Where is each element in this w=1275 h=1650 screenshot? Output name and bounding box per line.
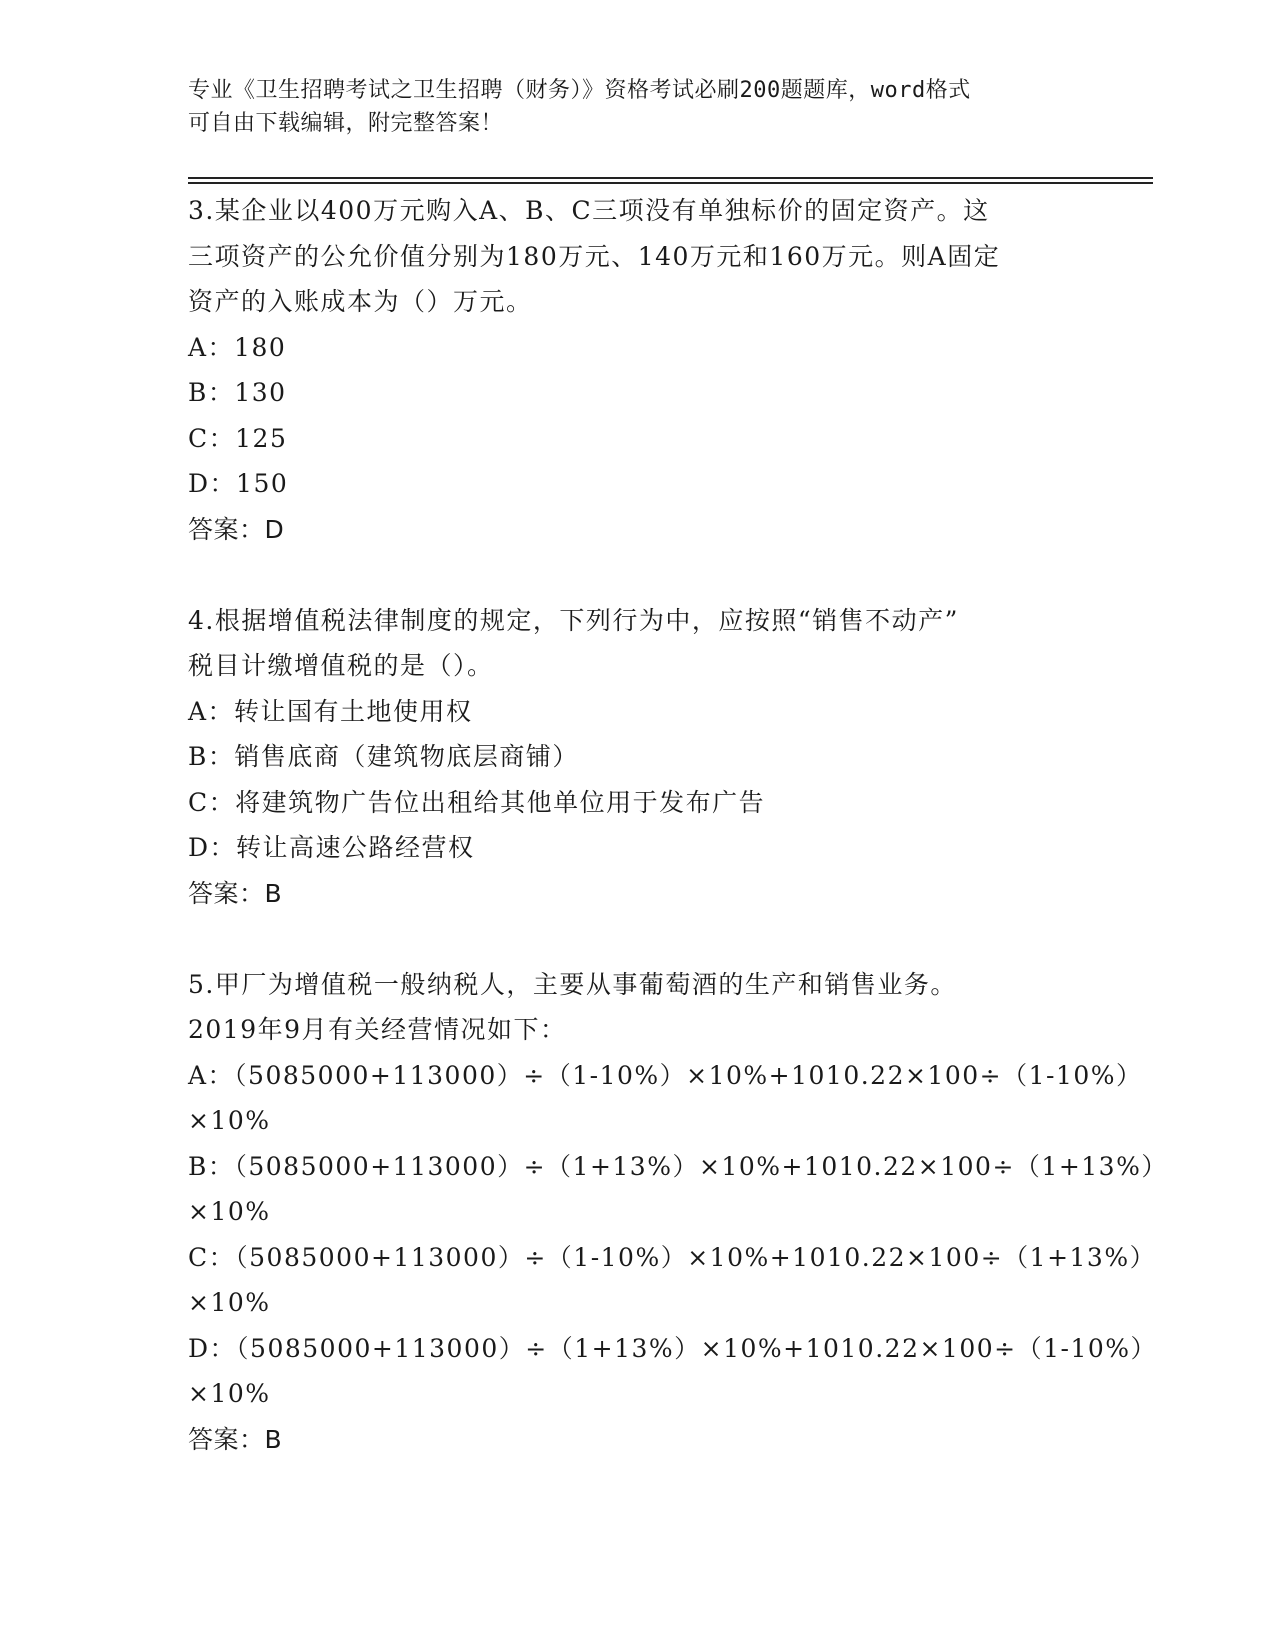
question-4-option-b: B：销售底商（建筑物底层商铺） — [188, 742, 579, 771]
question-4-option-c: C：将建筑物广告位出租给其他单位用于发布广告 — [188, 787, 766, 817]
question-4-stem-line-2: 税目计缴增值税的是（）。 — [188, 651, 494, 680]
question-5-option-d-cont: ×10% — [188, 1379, 271, 1408]
question-4-option-d: D：转让高速公路经营权 — [188, 833, 475, 862]
header-divider-bottom — [188, 182, 1153, 184]
question-spacer — [188, 552, 1088, 598]
question-5-option-b: B：（5085000+113000）÷（1+13%）×10%+1010.22×100÷（1+13%） — [188, 1151, 1168, 1181]
question-5 — [188, 962, 1168, 1463]
question-5-stem-line-2: 2019年9月有关经营情况如下： — [188, 1015, 567, 1044]
question-spacer — [188, 916, 1088, 962]
question-5-option-c-cont: ×10% — [188, 1288, 271, 1317]
question-3-stem-line-2: 三项资产的公允价值分别为180万元、140万元和160万元。则A固定 — [188, 241, 1001, 271]
header-line-1: 专业《卫生招聘考试之卫生招聘（财务）》资格考试必刷200题题库，word格式 — [188, 78, 971, 103]
question-4-option-a: A：转让国有土地使用权 — [188, 696, 473, 726]
question-4 — [188, 598, 1088, 917]
question-3-option-c: C：125 — [188, 423, 288, 453]
question-3-option-d: D：150 — [188, 469, 289, 498]
question-3-option-a: A：180 — [188, 332, 287, 362]
question-5-option-b-cont: ×10% — [188, 1197, 271, 1226]
question-5-option-d: D：（5085000+113000）÷（1+13%）×10%+1010.22×100÷（1-10%） — [188, 1333, 1158, 1363]
question-5-stem-line-1: 5.甲厂为增值税一般纳税人，主要从事葡萄酒的生产和销售业务。 — [188, 969, 957, 999]
question-5-answer: 答案：B — [188, 1424, 283, 1454]
question-3-answer: 答案：D — [188, 514, 285, 544]
question-5-option-a: A：（5085000+113000）÷（1-10%）×10%+1010.22×100÷（1-10%） — [188, 1060, 1143, 1090]
document-header — [188, 74, 1068, 140]
header-divider-top — [188, 177, 1153, 179]
question-3-stem-line-3: 资产的入账成本为（）万元。 — [188, 287, 533, 316]
question-3-stem-line-1: 3.某企业以400万元购入A、B、C三项没有单独标价的固定资产。这 — [188, 196, 990, 225]
question-3 — [188, 188, 1088, 552]
question-3-option-b: B：130 — [188, 378, 287, 407]
question-list — [188, 188, 1168, 1462]
question-5-option-c: C：（5085000+113000）÷（1-10%）×10%+1010.22×100÷（1+13%） — [188, 1242, 1157, 1272]
question-5-option-a-cont: ×10% — [188, 1106, 271, 1135]
question-4-stem-line-1: 4.根据增值税法律制度的规定，下列行为中，应按照“销售不动产” — [188, 605, 959, 635]
question-4-answer: 答案：B — [188, 878, 283, 908]
header-line-2: 可自由下载编辑，附完整答案！ — [188, 111, 504, 136]
